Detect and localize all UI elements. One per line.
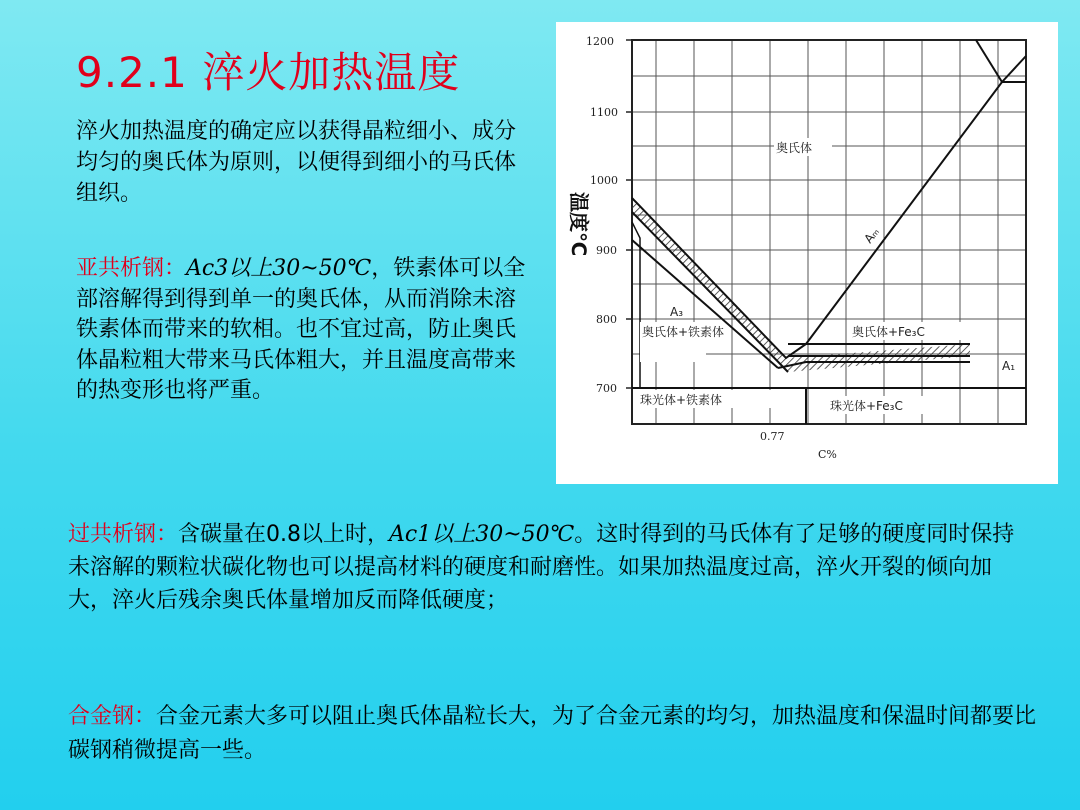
label-acm-line: Aₘ bbox=[861, 224, 883, 246]
label-austenite-fe3c: 奥氏体+Fe₃C bbox=[852, 325, 925, 339]
label-pearlite-ferrite: 珠光体+铁素体 bbox=[640, 393, 723, 407]
y-axis-label: 温度℃ bbox=[567, 192, 591, 257]
hypereutectoid-text-b: 。这时得到的马氏体有了足够的硬度同时保持未溶解的颗粒状碳化物也可以提高材料的硬度和耐磨性。如果加热温度过高，淬火开裂的倾向加大，淬火后残余奥氏体量增加反而降低硬度； bbox=[68, 522, 1015, 613]
y-tick-700: 700 bbox=[596, 382, 617, 395]
x-tick-077: 0.77 bbox=[760, 430, 785, 443]
hypereutectoid-formula: Ac1以上30~50℃ bbox=[389, 522, 575, 547]
iron-carbon-diagram bbox=[556, 22, 1058, 484]
label-pearlite-fe3c: 珠光体+Fe₃C bbox=[830, 399, 903, 413]
label-austenite-ferrite: 奥氏体+铁素体 bbox=[642, 325, 725, 339]
label-a1-line: A₁ bbox=[1002, 359, 1016, 373]
hypereutectoid-text-a: 含碳量在0.8以上时， bbox=[178, 522, 390, 547]
label-austenite: 奥氏体 bbox=[776, 141, 813, 155]
slide-title: 9.2.1 淬火加热温度 bbox=[76, 48, 461, 97]
hypoeutectoid-paragraph bbox=[76, 254, 536, 407]
alloy-steel-paragraph bbox=[68, 700, 1043, 768]
hypoeutectoid-text: ，铁素体可以全部溶解得到得到单一的奥氏体，从而消除未溶铁素体而带来的软相。也不宜过高，防止奥氏体晶粒粗大带来马氏体粗大，并且温度高带来的热变形也将严重。 bbox=[76, 256, 526, 403]
y-tick-1100: 1100 bbox=[590, 106, 618, 119]
alloy-steel-text: 合金元素大多可以阻止奥氏体晶粒长大，为了合金元素的均匀，加热温度和保温时间都要比碳钢稍微提高一些。 bbox=[68, 704, 1037, 763]
y-tick-900: 900 bbox=[596, 244, 617, 257]
alloy-steel-label: 合金钢： bbox=[68, 704, 157, 729]
diagram-svg bbox=[556, 22, 1058, 484]
hypoeutectoid-formula: Ac3以上30~50℃ bbox=[186, 256, 372, 281]
hypoeutectoid-label: 亚共析钢： bbox=[76, 256, 187, 281]
label-a3-line: A₃ bbox=[670, 305, 684, 319]
y-tick-1000: 1000 bbox=[590, 174, 618, 187]
hypereutectoid-label: 过共析钢： bbox=[68, 522, 179, 547]
x-axis-label: C% bbox=[818, 448, 837, 461]
y-tick-1200: 1200 bbox=[586, 35, 614, 48]
y-tick-800: 800 bbox=[596, 313, 617, 326]
intro-paragraph: 淬火加热温度的确定应以获得晶粒细小、成分均匀的奥氏体为原则，以便得到细小的马氏体组织。 bbox=[76, 119, 517, 206]
hypereutectoid-paragraph bbox=[68, 518, 1028, 617]
